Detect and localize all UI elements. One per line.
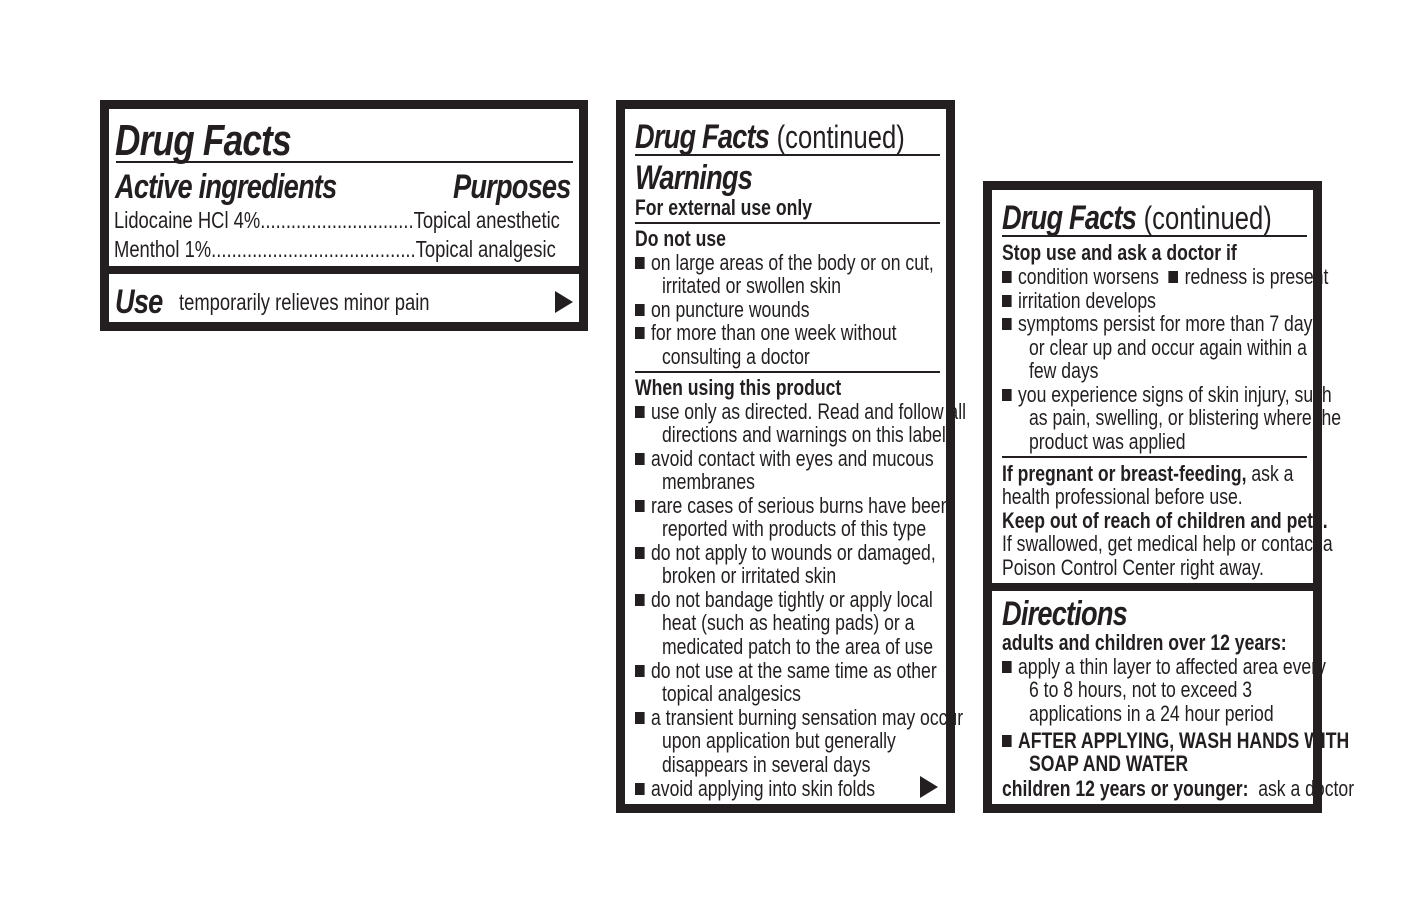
bullet-icon [635,594,645,606]
panel3-rule-1 [1002,456,1307,458]
bullet-icon [1002,271,1012,283]
stop-use-item: you experience signs of skin injury, such [1018,382,1332,407]
pregnant-bold: If pregnant or breast-feeding, [1002,461,1247,486]
bullet-icon [1002,389,1012,401]
do-not-use-item: on large areas of the body or on cut, [651,250,934,275]
directions-header: Directions [1002,595,1128,633]
do-not-use-item: for more than one week without [651,320,897,345]
when-using-item: avoid contact with eyes and mucous [651,446,934,471]
when-using-item: medicated patch to the area of use [662,634,934,659]
bullet-icon [635,665,645,677]
stop-use-item: condition worsens [1018,264,1159,289]
ingredient-row: Menthol 1%........................................Topical analgesic [114,236,556,262]
direction-item: applications in a 24 hour period [1029,701,1274,726]
panel3-title: Drug Facts [1002,199,1137,237]
when-using-item: membranes [662,469,755,494]
when-using-item: broken or irritated skin [662,563,837,588]
stop-use-item: redness is present [1184,264,1329,289]
direction-item: AFTER APPLYING, WASH HANDS WITH [1018,728,1350,753]
bullet-icon [635,406,645,418]
bullet-icon [635,327,645,339]
when-using-item: a transient burning sensation may occur [651,705,964,730]
children-bold: children 12 years or younger: [1002,776,1249,801]
purposes-header: Purposes [453,168,571,206]
swallowed-text: If swallowed, get medical help or contact a [1002,531,1333,556]
stop-use-item: product was applied [1029,429,1186,454]
bullet-icon [1002,318,1012,330]
bullet-icon [1002,295,1012,307]
panel1-title: Drug Facts [115,116,291,165]
continue-arrow-icon [920,776,938,798]
ingredient-row: Lidocaine HCl 4%..............................Topical anesthetic [114,207,560,233]
when-using-item: directions and warnings on this label. [662,422,951,447]
drug-facts-panel-1 [100,100,588,331]
when-using-item: upon application but generally [662,728,896,753]
direction-item: apply a thin layer to affected area every [1018,654,1326,679]
continue-arrow-icon [555,291,573,313]
keep-out-text: Keep out of reach of children and pets. [1002,508,1328,533]
warnings-header: Warnings [635,159,753,197]
when-using-item: avoid applying into skin folds [651,776,876,801]
when-using-item: disappears in several days [662,752,871,777]
when-using-item: do not use at the same time as other [651,658,937,683]
bullet-icon [635,500,645,512]
panel3-divider [992,583,1313,591]
stop-use-item: as pain, swelling, or blistering where the [1029,405,1342,430]
when-using-item: heat (such as heating pads) or a [662,610,915,635]
bullet-icon [635,304,645,316]
panel1-divider [109,266,579,274]
when-using-item: topical analgesics [662,681,801,706]
when-using-item: reported with products of this type [662,516,927,541]
when-using-item: use only as directed. Read and follow all [651,399,967,424]
stop-use-item: irritation develops [1018,288,1156,313]
use-label: Use [115,283,163,321]
stop-use-item: symptoms persist for more than 7 days [1018,311,1322,336]
bullet-icon [1002,661,1012,673]
when-using-item: rare cases of serious burns have been [651,493,951,518]
when-using-item: do not apply to wounds or damaged, [651,540,936,565]
drug-facts-panel-2 [616,100,967,813]
panel2-rule-1 [635,222,940,224]
external-use-text: For external use only [635,195,813,220]
drug-facts-panel-3 [983,181,1355,813]
bullet-icon [635,453,645,465]
do-not-use-item: on puncture wounds [651,297,810,322]
do-not-use-item: consulting a doctor [662,344,810,369]
pregnant-text: ask a [1246,461,1294,486]
when-using-item: do not bandage tightly or apply local [651,587,933,612]
bullet-icon [635,547,645,559]
bullet-icon [1169,271,1179,283]
stop-use-item: or clear up and occur again within a [1029,335,1307,360]
stop-use-header: Stop use and ask a doctor if [1002,240,1237,265]
when-using-header: When using this product [635,375,842,400]
use-text: temporarily relieves minor pain [179,289,430,315]
bullet-icon [1002,735,1012,747]
do-not-use-header: Do not use [635,226,726,251]
swallowed-text-2: Poison Control Center right away. [1002,555,1264,580]
active-ingredients-header: Active ingredients [115,168,337,206]
bullet-icon [635,257,645,269]
children-text: ask a doctor [1258,776,1355,801]
direction-item: 6 to 8 hours, not to exceed 3 [1029,677,1253,702]
panel3-title-rule [1002,235,1307,237]
pregnant-text-2: health professional before use. [1002,484,1243,509]
do-not-use-item: irritated or swollen skin [662,273,841,298]
panel2-continued: (continued) [776,119,905,155]
panel1-title-rule [116,161,573,163]
panel3-continued: (continued) [1143,200,1272,236]
bullet-icon [635,783,645,795]
direction-item: SOAP AND WATER [1029,751,1189,776]
panel2-rule-2 [635,371,940,373]
panel2-title: Drug Facts [635,118,770,156]
bullet-icon [635,712,645,724]
stop-use-item: few days [1029,358,1099,383]
panel2-title-rule [635,154,940,156]
adults-header: adults and children over 12 years: [1002,630,1287,655]
